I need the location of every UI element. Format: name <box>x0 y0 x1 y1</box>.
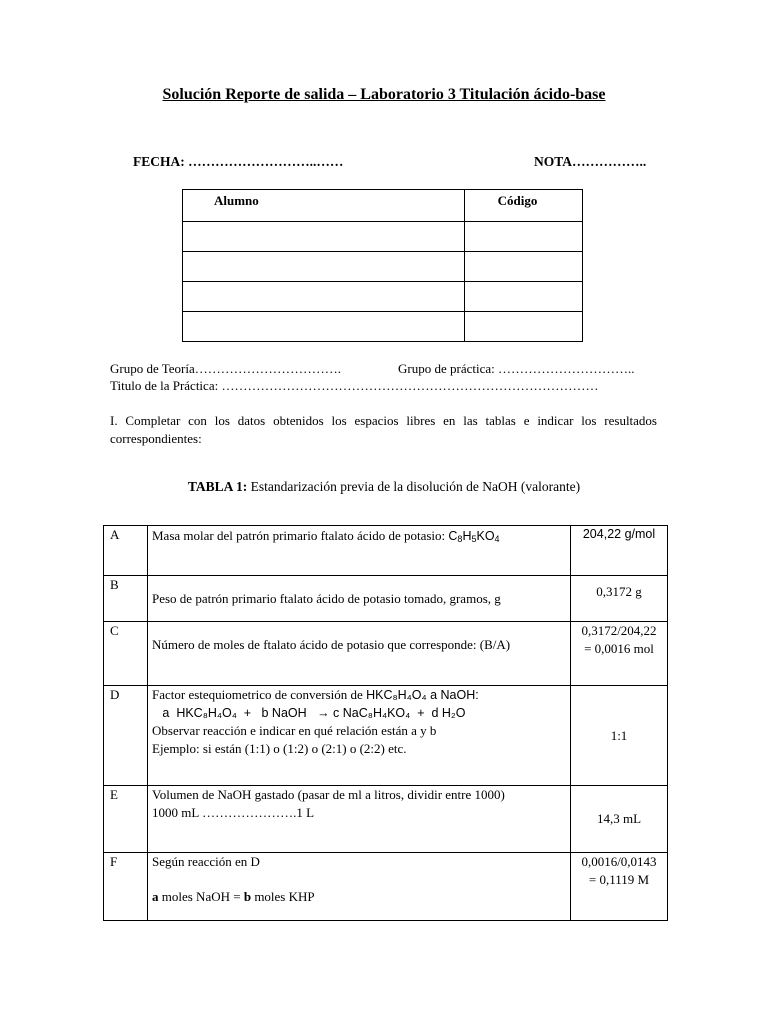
document-title: Solución Reporte de salida – Laboratorio 3 Titulación ácido-base <box>162 86 606 103</box>
tabla1-table <box>103 525 668 921</box>
row-value: 14,3 mL <box>571 786 668 853</box>
row-key: B <box>104 576 148 622</box>
row-key: C <box>104 622 148 686</box>
table-row-f <box>104 853 668 921</box>
row-value: 0,0016/0,0143 = 0,1119 M <box>571 853 668 921</box>
row-value: 204,22 g/mol <box>571 526 668 576</box>
row-key: F <box>104 853 148 921</box>
alumno-header: Alumno <box>214 193 259 208</box>
table-row-a <box>104 526 668 576</box>
khp-formula: $C_8H_5KO_4$ <box>448 529 500 544</box>
row-value: 1:1 <box>571 686 668 786</box>
row-key: E <box>104 786 148 853</box>
codigo-cell[interactable] <box>465 222 583 252</box>
codigo-header-cell <box>465 190 583 222</box>
row-value: 0,3172/204,22 = 0,0016 mol <box>571 622 668 686</box>
reaction-formula: HKC₈H₄O₄ a NaOH: <box>366 688 479 702</box>
alumno-header-cell <box>183 190 465 222</box>
alumno-cell[interactable] <box>183 282 465 312</box>
row-key: A <box>104 526 148 576</box>
row-description: Volumen de NaOH gastado (pasar de ml a litros, dividir entre 1000) 1000 mL ………………….1 L <box>148 786 571 853</box>
table-row-c <box>104 622 668 686</box>
codigo-cell[interactable] <box>465 252 583 282</box>
codigo-cell[interactable] <box>465 312 583 342</box>
table-row-d <box>104 686 668 786</box>
row-description: Factor estequiometrico de conversión de HKC₈H₄O₄ a NaOH: a HKC₈H₄O₄ + b NaOH → c NaC₈H₄KO₄ + d H₂O Observar reacción e indicar en qué relación están a y b Ejemplo: si están (1:1) o (1:2) o (2:1) o (2:2) etc. <box>148 686 571 786</box>
table-row-b <box>104 576 668 622</box>
alumno-cell[interactable] <box>183 252 465 282</box>
student-row <box>183 252 583 282</box>
students-table-header <box>183 190 583 222</box>
row-a-text: Masa molar del patrón primario ftalato ácido de potasio: <box>152 528 449 543</box>
students-table <box>182 189 583 342</box>
fecha-field: FECHA: ………………………..…… <box>133 154 344 169</box>
tabla1-caption <box>0 479 768 495</box>
alumno-cell[interactable] <box>183 222 465 252</box>
table-row-e <box>104 786 668 853</box>
row-description: Según reacción en D a moles NaOH = b moles KHP <box>148 853 571 921</box>
row-value: 0,3172 g <box>571 576 668 622</box>
tabla1-caption-label: TABLA 1: <box>187 479 248 494</box>
row-key: D <box>104 686 148 786</box>
student-row <box>183 222 583 252</box>
student-row <box>183 312 583 342</box>
instruction-text: I. Completar con los datos obtenidos los espacios libres en las tablas e indicar los resultados correspondientes: <box>110 413 657 446</box>
row-description: Número de moles de ftalato ácido de potasio que corresponde: (B/A) <box>148 622 571 686</box>
titulo-practica-field: Titulo de la Práctica: …………………………………………………………………………… <box>110 378 599 393</box>
grupo-practica-field: Grupo de práctica: ………………………….. <box>398 361 635 376</box>
tabla1-caption-text: Estandarización previa de la disolución de NaOH (valorante) <box>247 479 581 494</box>
alumno-cell[interactable] <box>183 312 465 342</box>
nota-field: NOTA…………….. <box>534 154 647 169</box>
codigo-header: Código <box>497 193 538 208</box>
grupo-teoria-field: Grupo de Teoría……………………………. <box>110 361 342 376</box>
student-row <box>183 282 583 312</box>
reaction-equation: a HKC₈H₄O₄ + b NaOH → c NaC₈H₄KO₄ + d H₂O <box>152 706 466 720</box>
codigo-cell[interactable] <box>465 282 583 312</box>
row-description <box>148 526 571 576</box>
row-description: Peso de patrón primario ftalato ácido de potasio tomado, gramos, g <box>148 576 571 622</box>
